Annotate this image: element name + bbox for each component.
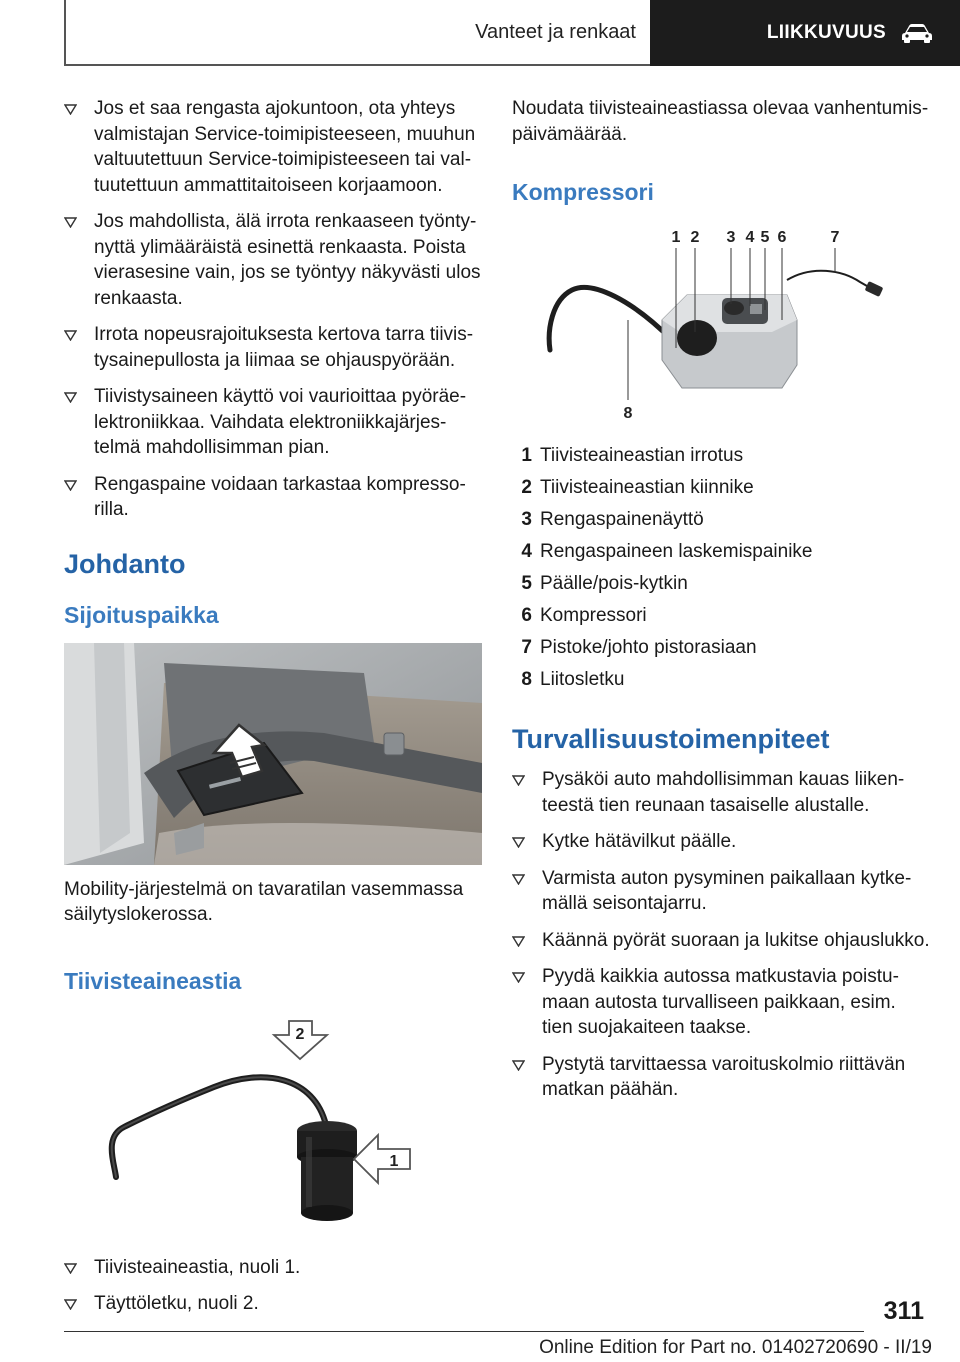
list-item [64,96,482,198]
list-item [64,322,482,373]
triangle-bullet-icon [512,775,525,786]
triangle-bullet-icon [512,1060,525,1071]
list-item-text: Jos et saa rengasta ajokuntoon, ota yhteys valmistajan Service-toimipisteeseen, muuhun valtuutettuun Service-toimipisteeseen tai valtuutettuun ammattitaitoiseen korjaamoon. [94,98,476,196]
legend-text: Liitosletku [540,669,625,690]
list-item-text: Käännä pyörät suoraan ja lukitse ohjauslukko. [542,929,930,951]
legend-item [512,504,930,536]
triangle-bullet-icon [64,1263,77,1274]
compressor-label: 7 [830,229,840,246]
heading-kompressori: Kompressori [512,179,654,205]
list-item-text: Täyttöletku, nuoli 2. [94,1293,259,1314]
heading-turvallisuustoimenpiteet: Turvallisuustoimenpiteet [512,724,830,754]
left-column [64,96,482,1328]
list-item-text: Irrota nopeusrajoituksesta kertova tarra tiivistysainepullosta ja liimaa se ohjauspyörään. [94,324,474,371]
right-column [512,96,930,1114]
triangle-bullet-icon [64,1299,77,1310]
legend-number: 5 [521,573,532,594]
expiry-note: Noudata tiivisteaineastiassa olevaa vanhentumispäivämäärää. [512,98,929,145]
triangle-bullet-icon [512,936,525,947]
header-rule-bottom [64,64,650,66]
triangle-bullet-icon [512,972,525,983]
list-item [64,384,482,461]
list-item [512,1052,930,1103]
section-title-text: Vanteet ja renkaat [475,20,636,43]
triangle-bullet-icon [64,104,77,115]
legend-item [512,632,930,664]
warning-list [64,96,482,523]
legend-text: Tiivisteaineastian kiinnike [540,477,754,498]
legend-text: Pistoke/johto pistorasiaan [540,637,757,658]
car-icon [900,22,934,44]
legend-number: 3 [521,509,532,530]
page-number: 311 [883,1297,924,1325]
footer-edition: Online Edition for Part no. 01402720690 - II/19 [539,1337,932,1358]
triangle-bullet-icon [512,837,525,848]
legend-item [512,472,930,504]
list-item [512,767,930,818]
header-chapter-tab [650,0,960,66]
label-1: 1 [389,1152,399,1170]
legend-number: 6 [521,605,532,626]
list-item-text: Pysäköi auto mahdollisimman kauas liikenteestä tien reunaan tasaiselle alustalle. [542,769,905,816]
label-2: 2 [295,1025,305,1043]
triangle-bullet-icon [64,330,77,341]
list-item-text: Tiivisteaineastia, nuoli 1. [94,1256,301,1278]
heading-tiivisteaineastia: Tiivisteaineastia [64,967,242,994]
safety-list [512,767,930,1103]
compressor-label: 8 [623,405,633,422]
compressor-legend [512,440,930,696]
compressor-illustration [512,220,930,430]
list-item [64,1255,482,1281]
legend-text: Tiivisteaineastian irrotus [540,445,744,466]
heading-johdanto: Johdanto [64,548,186,579]
triangle-bullet-icon [512,874,525,885]
legend-number: 4 [521,541,532,562]
compressor-label: 5 [760,229,770,246]
compressor-label: 1 [671,229,681,246]
legend-item [512,568,930,600]
compressor-label: 6 [777,229,787,246]
list-item-text: Kytke hätävilkut päälle. [542,831,737,852]
list-item [512,964,930,1041]
list-item [64,209,482,311]
triangle-bullet-icon [64,392,77,403]
list-item-text: Jos mahdollista, älä irrota renkaaseen työntynyttä ylimääräistä esinettä renkaasta. Poista vierasesine vain, jos se työntyy näkyvästi ulos renkaasta. [94,211,481,309]
location-caption: Mobility-järjestelmä on tavaratilan vasemmassa säilytyslokerossa. [64,878,464,925]
legend-number: 8 [521,669,532,690]
list-item [512,928,930,954]
legend-text: Rengaspaineen laskemispainike [540,541,813,562]
chapter-title: LIIKKUVUUS [766,22,886,43]
footer-rule [64,1331,864,1332]
legend-text: Kompressori [540,605,647,626]
sealant-list [64,1255,482,1317]
list-item [64,472,482,523]
list-item-text: Tiivistysaineen käyttö voi vaurioittaa pyöräelektroniikkaa. Vaihdata elektroniikkajärjestelmä mahdollisimman pian. [94,386,467,458]
legend-text: Rengaspainenäyttö [540,509,704,530]
trunk-location-photo [64,643,482,865]
list-item [64,1291,482,1317]
list-item [512,866,930,917]
triangle-bullet-icon [64,480,77,491]
list-item [512,829,930,855]
list-item-text: Pyydä kaikkia autossa matkustavia poistumaan autosta turvalliseen paikkaan, esim. tien suojakaiteen taakse. [542,966,899,1038]
header-section-title [64,0,650,64]
legend-number: 2 [521,477,532,498]
legend-item [512,536,930,568]
legend-number: 1 [521,445,532,466]
list-item-text: Pystytä tarvittaessa varoituskolmio riittävän matkan päähän. [542,1053,906,1100]
triangle-bullet-icon [64,217,77,228]
list-item-text: Varmista auton pysyminen paikallaan kytkemällä seisontajarru. [542,867,912,914]
legend-text: Päälle/pois-kytkin [540,573,688,594]
heading-sijoituspaikka: Sijoituspaikka [64,601,219,628]
compressor-label: 2 [690,229,700,246]
compressor-label: 4 [745,229,755,246]
sealant-bottle-illustration [64,1007,482,1239]
legend-item [512,440,930,472]
legend-item [512,600,930,632]
legend-item [512,664,930,696]
compressor-label: 3 [726,229,736,246]
list-item-text: Rengaspaine voidaan tarkastaa kompressorilla. [94,473,466,520]
legend-number: 7 [521,637,532,658]
